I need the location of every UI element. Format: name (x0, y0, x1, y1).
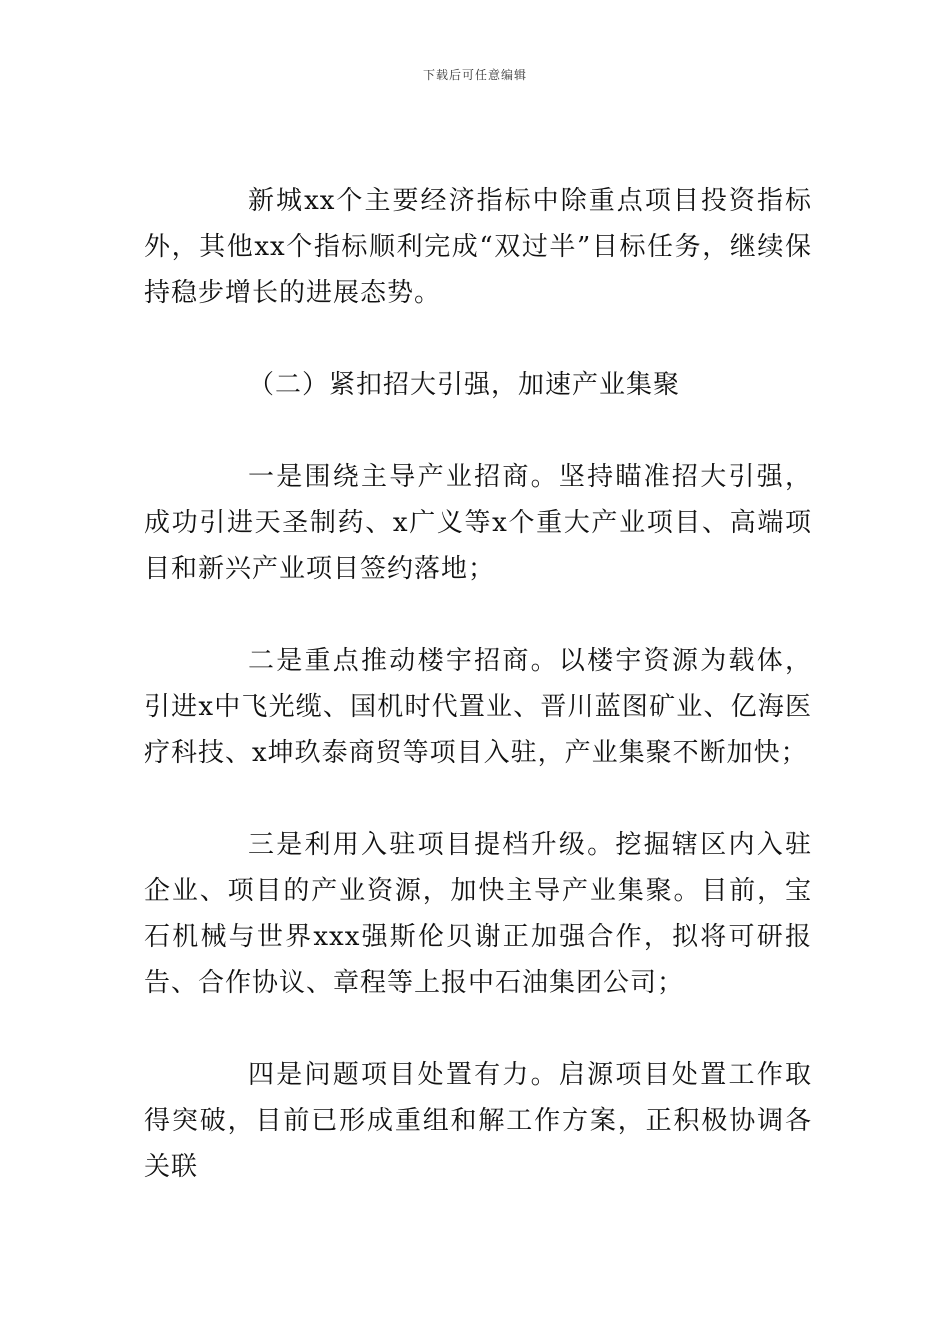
paragraph-project-upgrade: 三是利用入驻项目提档升级。挖掘辖区内入驻企业、项目的产业资源，加快主导产业集聚。目前，宝石机械与世界xxx强斯伦贝谢正加强合作，拟将可研报告、合作协议、章程等上报中石油集团公司； (144, 830, 812, 998)
paragraph-economic-indicators: 新城xx个主要经济指标中除重点项目投资指标外，其他xx个指标顺利完成“双过半”目标任务，继续保持稳步增长的进展态势。 (144, 186, 812, 308)
document-body (144, 178, 812, 1190)
paragraph-building-investment: 二是重点推动楼宇招商。以楼宇资源为载体，引进x中飞光缆、国机时代置业、晋川蓝图矿业、亿海医疗科技、x坤玖泰商贸等项目入驻，产业集聚不断加快； (144, 646, 812, 768)
paragraph-problem-projects: 四是问题项目处置有力。启源项目处置工作取得突破，目前已形成重组和解工作方案，正积极协调各关联 (144, 1060, 812, 1182)
page-header-note: 下载后可任意编辑 (422, 68, 527, 82)
paragraph-industry-investment: 一是围绕主导产业招商。坚持瞄准招大引强，成功引进天圣制药、x广义等x个重大产业项目、高端项目和新兴产业项目签约落地； (144, 462, 812, 584)
section-heading-investment: （二）紧扣招大引强，加速产业集聚 (248, 370, 681, 400)
